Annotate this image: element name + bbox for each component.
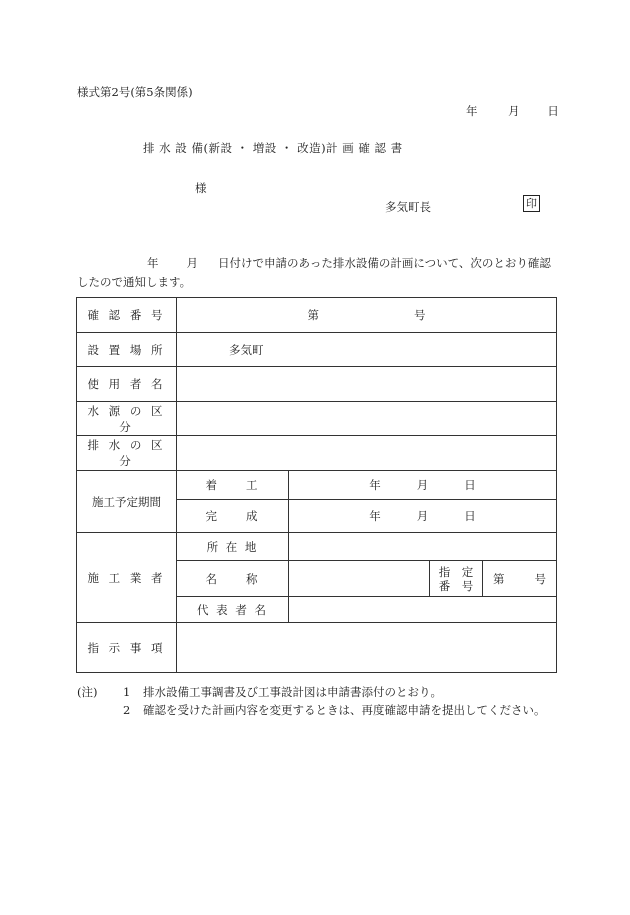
note-text: 確認を受けた計画内容を変更するときは、再度確認申請を提出してください。 — [143, 703, 546, 717]
designation-label-bottom: 番 号 — [438, 578, 474, 593]
document-title: 排 水 設 備(新設 ・ 増設 ・ 改造)計 画 確 認 書 — [143, 141, 403, 155]
row-contractor-address — [77, 533, 557, 561]
contractor-address-label: 所 在 地 — [177, 533, 289, 561]
complete-month: 月 — [416, 509, 429, 523]
contractor-name-value[interactable] — [289, 561, 430, 597]
designation-suffix: 号 — [534, 571, 546, 586]
designation-label-top: 指 定 — [438, 564, 474, 579]
date-month: 月 — [508, 104, 520, 118]
designation-number-value[interactable] — [483, 561, 557, 597]
row-water-source — [77, 402, 557, 436]
row-schedule-start — [77, 471, 557, 500]
schedule-label: 施工予定期間 — [77, 471, 177, 533]
contractor-address-value[interactable] — [289, 533, 557, 561]
complete-day: 日 — [464, 509, 476, 523]
intro-paragraph — [77, 254, 555, 292]
drainage-label: 排 水 の 区 分 — [77, 436, 177, 471]
user-name-value[interactable] — [177, 367, 557, 402]
row-instructions — [77, 623, 557, 673]
notes — [77, 683, 555, 719]
designation-number-label — [430, 561, 483, 597]
contractor-name-label: 名 称 — [177, 561, 289, 597]
issuer: 多気町長 — [385, 200, 431, 214]
row-location — [77, 333, 557, 367]
row-user-name — [77, 367, 557, 402]
designation-prefix: 第 — [493, 571, 505, 586]
note-item — [77, 683, 555, 701]
start-year: 年 — [369, 478, 381, 492]
complete-year: 年 — [369, 509, 381, 523]
row-drainage — [77, 436, 557, 471]
schedule-complete-date[interactable] — [289, 500, 557, 533]
row-confirmation-number — [77, 298, 557, 333]
notes-tag: (注) — [77, 685, 98, 699]
instructions-value[interactable] — [177, 623, 557, 673]
user-name-label: 使 用 者 名 — [77, 367, 177, 402]
date-day: 日 — [547, 104, 559, 118]
addressee: 様 — [195, 181, 207, 195]
water-source-label: 水 源 の 区 分 — [77, 402, 177, 436]
schedule-complete-label: 完 成 — [177, 500, 289, 533]
schedule-start-date[interactable] — [289, 471, 557, 500]
confirmation-number-label: 確 認 番 号 — [77, 298, 177, 333]
intro-text: 日付けで申請のあった排水設備の計画について、次のとおり確認したので通知します。 — [77, 256, 551, 289]
representative-value[interactable] — [289, 597, 557, 623]
seal-mark: 印 — [523, 195, 540, 212]
schedule-start-label: 着 工 — [177, 471, 289, 500]
note-number: 1 — [123, 685, 131, 699]
note-text: 排水設備工事調書及び工事設計図は申請書添付のとおり。 — [143, 685, 442, 699]
confirmation-number-prefix: 第 — [307, 308, 319, 322]
representative-label: 代 表 者 名 — [177, 597, 289, 623]
drainage-value[interactable] — [177, 436, 557, 471]
document-date — [466, 103, 559, 119]
form-number: 様式第2号(第5条関係) — [77, 85, 193, 99]
location-label: 設 置 場 所 — [77, 333, 177, 367]
note-number: 2 — [123, 703, 131, 717]
contractor-label: 施 工 業 者 — [77, 533, 177, 623]
intro-month: 月 — [186, 256, 198, 270]
water-source-value[interactable] — [177, 402, 557, 436]
intro-year: 年 — [147, 256, 159, 270]
instructions-label: 指 示 事 項 — [77, 623, 177, 673]
location-value[interactable]: 多気町 — [177, 333, 557, 367]
confirmation-number-value[interactable] — [177, 298, 557, 333]
date-year: 年 — [466, 104, 478, 118]
confirmation-number-suffix: 号 — [414, 308, 426, 322]
confirmation-table — [76, 297, 557, 673]
start-month: 月 — [416, 478, 429, 492]
note-item — [77, 701, 555, 719]
start-day: 日 — [464, 478, 476, 492]
